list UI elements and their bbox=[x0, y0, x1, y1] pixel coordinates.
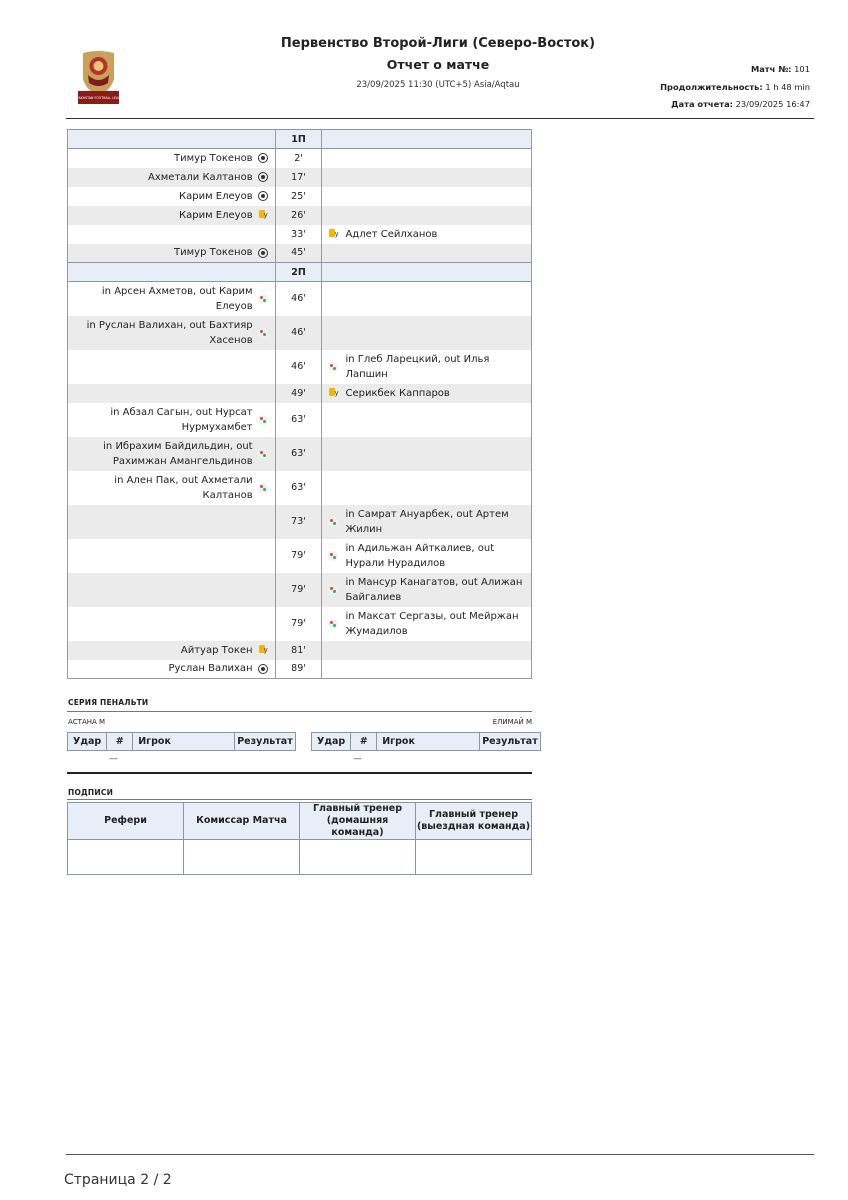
event-row bbox=[68, 149, 532, 168]
event-row bbox=[68, 471, 532, 505]
col-result: Результат bbox=[480, 733, 541, 751]
match-datetime: 23/09/2025 11:30 (UTC+5) Asia/Aqtau bbox=[356, 80, 520, 90]
event-minute: 79' bbox=[275, 539, 322, 573]
event-minute: 63' bbox=[275, 403, 322, 437]
substitution-icon bbox=[328, 585, 338, 595]
penalty-home-empty: — bbox=[109, 754, 118, 764]
penalty-section-divider bbox=[67, 711, 532, 712]
report-date-value: 23/09/2025 16:47 bbox=[735, 99, 810, 109]
home-event-text: Руслан Валихан bbox=[168, 663, 253, 675]
home-event-text: Карим Елеуов bbox=[179, 190, 253, 202]
sig-referee-box bbox=[68, 840, 184, 875]
penalty-away-table bbox=[311, 732, 541, 751]
away-event-cell bbox=[322, 660, 532, 679]
yellow-card-icon bbox=[258, 645, 268, 655]
event-row bbox=[68, 225, 532, 244]
away-event-cell bbox=[322, 187, 532, 206]
substitution-icon bbox=[258, 328, 268, 338]
home-event-text: Айтуар Токен bbox=[180, 644, 253, 656]
event-minute: 79' bbox=[275, 607, 322, 641]
duration-label: Продолжительность: bbox=[660, 82, 763, 92]
col-number: # bbox=[107, 733, 133, 751]
yellow-card-icon bbox=[328, 229, 338, 239]
signatures-table bbox=[67, 802, 532, 875]
substitution-icon bbox=[328, 517, 338, 527]
logo-lettering: KAZAKHSTAN FOOTBALL LEAGUE bbox=[72, 96, 125, 100]
away-event-text: in Глеб Ларецкий, out Илья Лапшин bbox=[345, 353, 490, 380]
half-label: 1П bbox=[275, 130, 322, 149]
col-player: Игрок bbox=[377, 733, 480, 751]
event-row bbox=[68, 641, 532, 660]
home-event-cell bbox=[68, 225, 276, 244]
match-number-value: 101 bbox=[794, 64, 810, 74]
home-event-cell bbox=[68, 149, 276, 168]
event-minute: 17' bbox=[275, 168, 322, 187]
away-event-cell bbox=[322, 384, 532, 403]
away-event-text: in Мансур Канагатов, out Алижан Байгалиев bbox=[345, 576, 523, 603]
home-event-text: in Арсен Ахметов, out Карим Елеуов bbox=[101, 285, 253, 312]
substitution-icon bbox=[328, 551, 338, 561]
away-event-cell bbox=[322, 471, 532, 505]
home-event-cell bbox=[68, 384, 276, 403]
away-event-cell bbox=[322, 350, 532, 384]
half-label: 2П bbox=[275, 263, 322, 282]
penalty-away-team: ЕЛИМАЙ М bbox=[492, 718, 532, 726]
home-event-cell bbox=[68, 607, 276, 641]
away-event-cell bbox=[322, 403, 532, 437]
match-number bbox=[751, 64, 810, 74]
sig-away-coach-header: Главный тренер (выездная команда) bbox=[416, 803, 532, 840]
home-event-cell bbox=[68, 437, 276, 471]
away-event-cell bbox=[322, 437, 532, 471]
event-row bbox=[68, 607, 532, 641]
substitution-icon bbox=[328, 362, 338, 372]
substitution-icon bbox=[258, 294, 268, 304]
event-row bbox=[68, 282, 532, 316]
event-row bbox=[68, 316, 532, 350]
col-kick: Удар bbox=[68, 733, 107, 751]
report-subtitle: Отчет о матче bbox=[386, 57, 490, 72]
penalty-away-empty: — bbox=[353, 754, 362, 764]
away-event-cell bbox=[322, 244, 532, 263]
home-event-text: in Абзал Сагын, out Нурсат Нурмухамбет bbox=[110, 406, 253, 433]
event-row bbox=[68, 539, 532, 573]
event-minute: 25' bbox=[275, 187, 322, 206]
event-row bbox=[68, 168, 532, 187]
home-event-text: in Руслан Валихан, out Бахтияр Хасенов bbox=[86, 319, 253, 346]
sig-home-coach-box bbox=[300, 840, 416, 875]
home-event-cell bbox=[68, 641, 276, 660]
event-minute: 73' bbox=[275, 505, 322, 539]
away-event-cell bbox=[322, 282, 532, 316]
away-event-cell bbox=[322, 505, 532, 539]
report-date-label: Дата отчета: bbox=[671, 99, 733, 109]
penalty-bottom-rule bbox=[67, 772, 532, 774]
col-player: Игрок bbox=[133, 733, 235, 751]
home-event-text: in Ален Пак, out Ахметали Калтанов bbox=[114, 474, 253, 501]
duration-value: 1 h 48 min bbox=[765, 82, 810, 92]
event-minute: 45' bbox=[275, 244, 322, 263]
yellow-card-icon bbox=[328, 388, 338, 398]
away-event-text: in Адильжан Айткалиев, out Нурали Нурадилов bbox=[345, 542, 495, 569]
event-row bbox=[68, 573, 532, 607]
event-minute: 89' bbox=[275, 660, 322, 679]
home-event-text: Тимур Токенов bbox=[174, 247, 253, 259]
home-event-cell bbox=[68, 316, 276, 350]
home-event-cell bbox=[68, 539, 276, 573]
signatures-section-divider bbox=[67, 799, 532, 800]
substitution-icon bbox=[258, 415, 268, 425]
goal-ball-icon bbox=[258, 191, 268, 201]
event-row bbox=[68, 660, 532, 679]
half-header-row bbox=[68, 263, 532, 282]
home-event-text: Тимур Токенов bbox=[174, 152, 253, 164]
goal-ball-icon bbox=[258, 172, 268, 182]
away-event-text: Серикбек Каппаров bbox=[345, 387, 450, 399]
home-event-cell bbox=[68, 187, 276, 206]
home-event-cell bbox=[68, 282, 276, 316]
col-number: # bbox=[351, 733, 377, 751]
home-event-text: in Ибрахим Байдильдин, out Рахимжан Амангельдинов bbox=[103, 440, 253, 467]
event-row bbox=[68, 384, 532, 403]
away-event-text: Адлет Сейлханов bbox=[345, 228, 438, 240]
away-event-cell bbox=[322, 573, 532, 607]
sig-commissioner-box bbox=[184, 840, 300, 875]
event-row bbox=[68, 187, 532, 206]
home-event-cell bbox=[68, 471, 276, 505]
home-event-text: Карим Елеуов bbox=[179, 209, 253, 221]
event-minute: 63' bbox=[275, 471, 322, 505]
col-result: Результат bbox=[235, 733, 296, 751]
penalty-section-label: СЕРИЯ ПЕНАЛЬТИ bbox=[68, 698, 149, 707]
away-event-cell bbox=[322, 607, 532, 641]
event-minute: 46' bbox=[275, 282, 322, 316]
event-row bbox=[68, 206, 532, 225]
home-event-cell bbox=[68, 660, 276, 679]
col-kick: Удар bbox=[312, 733, 351, 751]
event-row bbox=[68, 403, 532, 437]
substitution-icon bbox=[258, 449, 268, 459]
event-minute: 46' bbox=[275, 350, 322, 384]
yellow-card-icon bbox=[258, 210, 268, 220]
half-header-row bbox=[68, 130, 532, 149]
away-event-text: in Максат Сергазы, out Мейржан Жумадилов bbox=[345, 610, 519, 637]
home-event-text: Ахметали Калтанов bbox=[147, 171, 253, 183]
event-row bbox=[68, 244, 532, 263]
match-duration bbox=[660, 82, 810, 92]
sig-commissioner-header: Комиссар Матча bbox=[184, 803, 300, 840]
goal-ball-icon bbox=[258, 664, 268, 674]
away-event-cell bbox=[322, 225, 532, 244]
event-minute: 81' bbox=[275, 641, 322, 660]
away-event-cell bbox=[322, 168, 532, 187]
away-event-cell bbox=[322, 641, 532, 660]
home-event-cell bbox=[68, 206, 276, 225]
event-row bbox=[68, 437, 532, 471]
event-minute: 49' bbox=[275, 384, 322, 403]
event-minute: 79' bbox=[275, 573, 322, 607]
report-title: Первенство Второй-Лиги (Северо-Восток) bbox=[280, 36, 596, 51]
event-minute: 2' bbox=[275, 149, 322, 168]
signatures-section-label: ПОДПИСИ bbox=[68, 788, 114, 797]
event-row bbox=[68, 350, 532, 384]
event-minute: 63' bbox=[275, 437, 322, 471]
page-number: Страница 2 / 2 bbox=[64, 1172, 172, 1188]
home-event-cell bbox=[68, 244, 276, 263]
event-minute: 46' bbox=[275, 316, 322, 350]
away-event-cell bbox=[322, 149, 532, 168]
footer-divider bbox=[66, 1154, 814, 1155]
home-event-cell bbox=[68, 403, 276, 437]
goal-ball-icon bbox=[258, 248, 268, 258]
penalty-home-team: АСТАНА М bbox=[68, 718, 106, 726]
event-minute: 33' bbox=[275, 225, 322, 244]
report-date bbox=[671, 99, 810, 109]
away-event-cell bbox=[322, 316, 532, 350]
goal-ball-icon bbox=[258, 153, 268, 163]
substitution-icon bbox=[258, 483, 268, 493]
home-event-cell bbox=[68, 573, 276, 607]
league-logo bbox=[72, 49, 125, 105]
event-minute: 26' bbox=[275, 206, 322, 225]
home-event-cell bbox=[68, 168, 276, 187]
header-divider bbox=[66, 118, 814, 119]
sig-home-coach-header: Главный тренер (домашняя команда) bbox=[300, 803, 416, 840]
match-number-label: Матч №: bbox=[750, 64, 792, 74]
penalty-home-table bbox=[67, 732, 296, 751]
home-event-cell bbox=[68, 350, 276, 384]
home-event-cell bbox=[68, 505, 276, 539]
away-event-cell bbox=[322, 539, 532, 573]
substitution-icon bbox=[328, 619, 338, 629]
away-event-text: in Самрат Ануарбек, out Артем Жилин bbox=[345, 508, 509, 535]
away-event-cell bbox=[322, 206, 532, 225]
event-row bbox=[68, 505, 532, 539]
sig-away-coach-box bbox=[416, 840, 532, 875]
events-table bbox=[67, 129, 532, 679]
sig-referee-header: Рефери bbox=[68, 803, 184, 840]
